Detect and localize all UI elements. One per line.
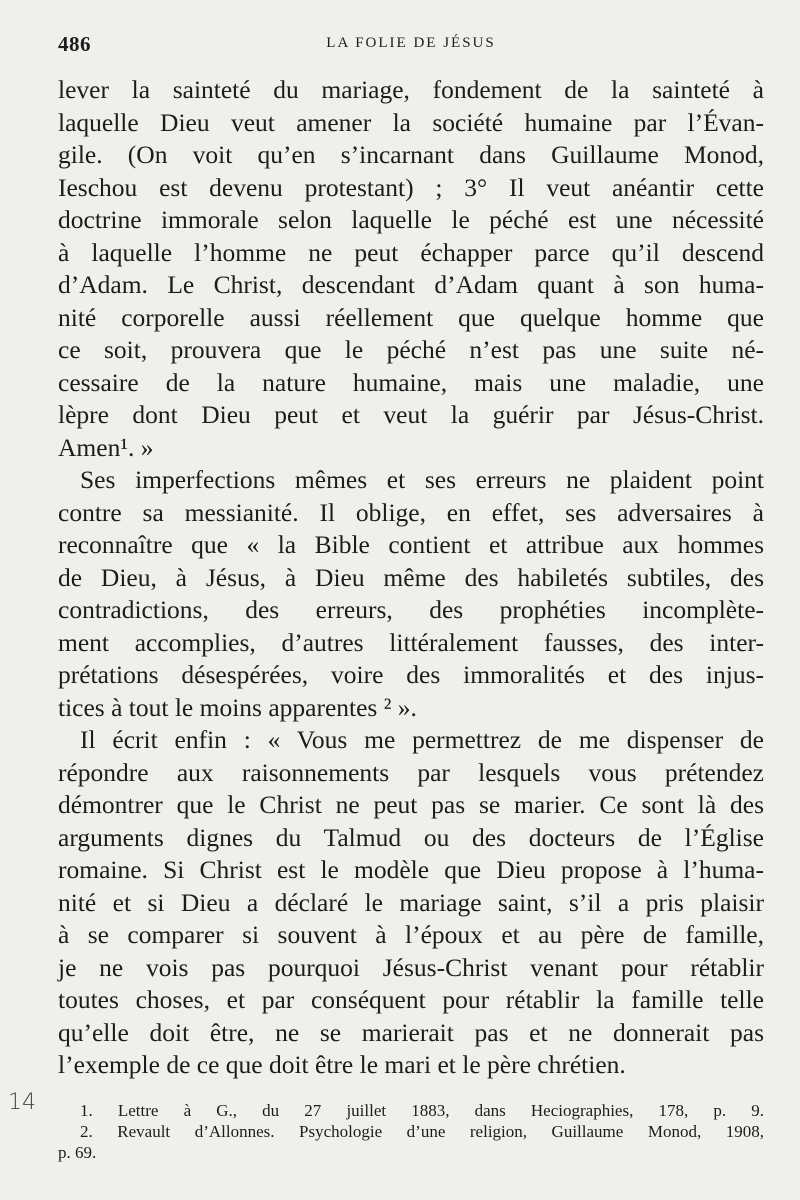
text-line: lever la sainteté du mariage, fondement de la sainteté à [58,75,764,104]
text-line: ment accomplies, d’autres littéralement fausses, des inter- [58,627,764,657]
footnote: 2. Revault d’Allonnes. Psychologie d’une religion, Guillaume Monod, 1908, [80,1122,764,1141]
text-line: lèpre dont Dieu peut et veut la guérir par Jésus-Christ. [58,400,764,429]
text-line: ce soit, prouvera que le péché n’est pas une suite né- [58,335,764,364]
text-line: nité corporelle aussi réellement que quelque homme que [58,302,764,332]
text-line: reconnaître que « la Bible contient et attribue aux hommes [58,530,764,559]
body-text [58,74,764,1082]
text-line: laquelle Dieu veut amener la société humaine par l’Évan- [58,107,764,137]
text-line: gile. (On voit qu’en s’incarnant dans Guillaume Monod, [58,140,764,169]
running-head: LA FOLIE DE JÉSUS [326,35,496,51]
footnote: p. 69. [58,1143,97,1162]
text-line: nité et si Dieu a déclaré le mariage saint, s’il a pris plaisir [58,887,764,917]
text-line: toutes choses, et par conséquent pour rétablir la famille telle [58,985,764,1014]
footnotes [58,1100,764,1163]
footnote: 1. Lettre à G., du 27 juillet 1883, dans Heciographies, 178, p. 9. [80,1101,764,1120]
text-line: qu’elle doit être, ne se marierait pas et ne donnerait pas [58,1017,764,1047]
text-line: tices à tout le moins apparentes ² ». [58,692,417,722]
text-line: démontrer que le Christ ne peut pas se marier. Ce sont là des [58,790,764,819]
text-line: Ieschou est devenu protestant) ; 3° Il veut anéantir cette [58,172,764,202]
page-number: 486 [58,32,91,56]
text-line: je ne vois pas pourquoi Jésus-Christ venant pour rétablir [58,952,764,982]
text-line: Il écrit enfin : « Vous me permettrez de me dispenser de [80,725,764,754]
text-line: répondre aux raisonnements par lesquels vous prétendez [58,757,764,787]
text-line: Amen¹. » [58,432,154,462]
text-line: contradictions, des erreurs, des prophéties incomplète- [58,595,764,624]
text-line: arguments dignes du Talmud ou des docteurs de l’Église [58,822,764,852]
text-line: Ses imperfections mêmes et ses erreurs ne plaident point [80,465,764,494]
page-header [58,30,764,58]
text-line: à se comparer si souvent à l’époux et au père de famille, [58,920,764,949]
text-line: romaine. Si Christ est le modèle que Dieu propose à l’huma- [58,855,764,884]
text-line: à laquelle l’homme ne peut échapper parce qu’il descend [58,237,764,267]
text-line: contre sa messianité. Il oblige, en effet, ses adversaires à [58,497,764,527]
text-line: l’exemple de ce que doit être le mari et le père chrétien. [58,1050,626,1079]
text-line: prétations désespérées, voire des immoralités et des injus- [58,660,764,689]
text-line: de Dieu, à Jésus, à Dieu même des habiletés subtiles, des [58,562,764,592]
handwritten-margin-note: 14 [8,1090,36,1115]
text-line: d’Adam. Le Christ, descendant d’Adam quant à son huma- [58,270,764,299]
text-line: doctrine immorale selon laquelle le péché est une nécessité [58,205,764,234]
text-line: cessaire de la nature humaine, mais une maladie, une [58,367,764,397]
